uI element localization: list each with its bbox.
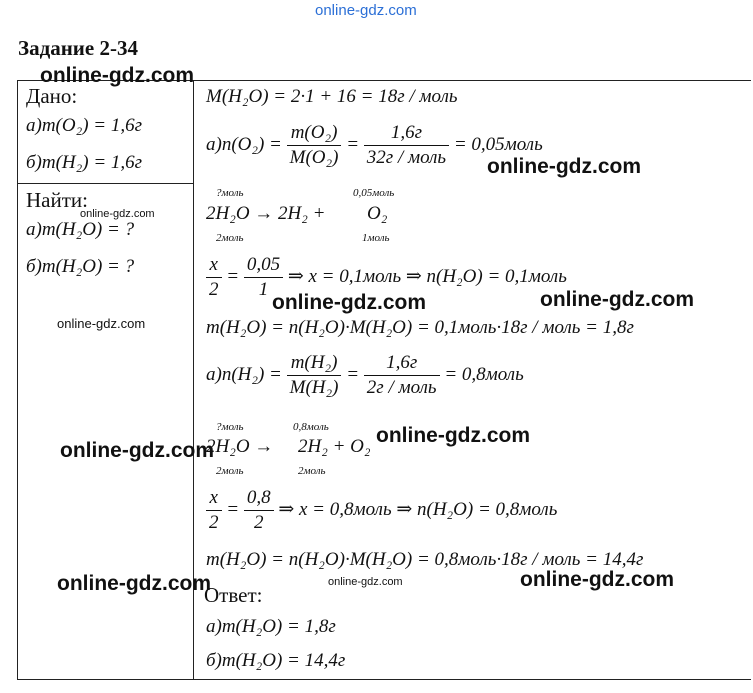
eq2-lhs: 2H₂O → [206, 436, 274, 457]
eq1-below-left: 2моль [216, 232, 244, 244]
find-a: а)m(H₂O) = ? [26, 219, 135, 240]
given-find-separator [17, 183, 194, 184]
eq2-below-right: 2моль [298, 465, 326, 477]
watermark: online-gdz.com [540, 288, 694, 311]
eq1-lhs: 2H₂O → 2H₂ + [206, 203, 326, 224]
answer-a: а)m(H₂O) = 1,8г [206, 616, 336, 637]
watermark: online-gdz.com [520, 568, 674, 591]
eq1-above-left: ?моль [216, 187, 244, 199]
find-header: Найти: [26, 188, 88, 212]
given-a: а)m(O₂) = 1,6г [26, 115, 143, 136]
eq2-above-left: ?моль [216, 421, 244, 433]
molar-mass-line: M(H₂O) = 2·1 + 16 = 18г / моль [206, 86, 458, 107]
watermark: online-gdz.com [40, 64, 194, 87]
watermark: online-gdz.com [60, 439, 214, 462]
mass-b-line: m(H₂O) = n(H₂O)·M(H₂O) = 0,8моль·18г / моль = 14,4г [206, 549, 644, 570]
eq1-above-right: 0,05моль [353, 187, 395, 199]
answer-b: б)m(H₂O) = 14,4г [206, 650, 346, 671]
eq2-rhs: 2H₂ + O₂ [298, 436, 371, 457]
watermark: online-gdz.com [272, 291, 426, 314]
watermark: online-gdz.com [57, 316, 146, 331]
eq2-above-right: 0,8моль [293, 421, 329, 433]
answer-header: Ответ: [204, 583, 263, 607]
eq1-rhs: O₂ [367, 203, 388, 224]
watermark: online-gdz.com [328, 576, 403, 588]
watermark: online-gdz.com [57, 572, 211, 595]
proportion-b: $\frac{x}{2}$ = $\frac{0,8}{2}$ ⇒ x = 0,8моль ⇒ n(H₂O) = 0,8моль [206, 487, 557, 534]
eq2-below-left: 2моль [216, 465, 244, 477]
task-title: Задание 2-34 [18, 36, 138, 60]
watermark: online-gdz.com [487, 155, 641, 178]
watermark: online-gdz.com [376, 424, 530, 447]
mass-a-line: m(H₂O) = n(H₂O)·M(H₂O) = 0,1моль·18г / моль = 1,8г [206, 317, 634, 338]
eq1-below-right: 1моль [362, 232, 390, 244]
table-left-border [17, 80, 18, 680]
proportion-a: $\frac{x}{2}$ = $\frac{0,05}{1}$ ⇒ x = 0,1моль ⇒ n(H₂O) = 0,1моль [206, 254, 567, 301]
given-b: б)m(H₂) = 1,6г [26, 152, 143, 173]
table-bottom-border [17, 679, 751, 680]
moles-h2-line: а)n(H₂) = $\frac{\text{m(H₂)}}{\text{M(H₂)}}$ = $\frac{1,6г}{\text{2г / моль}}$ = 0,8моль [206, 352, 524, 398]
watermark: online-gdz.com [80, 208, 155, 220]
moles-o2-line: а)n(O₂) = $\frac{\text{m(O₂)}}{\text{M(O₂)}}$ = $\frac{1,6г}{\text{32г / моль}}$ = 0,05моль [206, 122, 543, 168]
find-b: б)m(H₂O) = ? [26, 256, 135, 277]
site-link[interactable]: online-gdz.com [315, 2, 417, 19]
given-header: Дано: [26, 84, 78, 108]
